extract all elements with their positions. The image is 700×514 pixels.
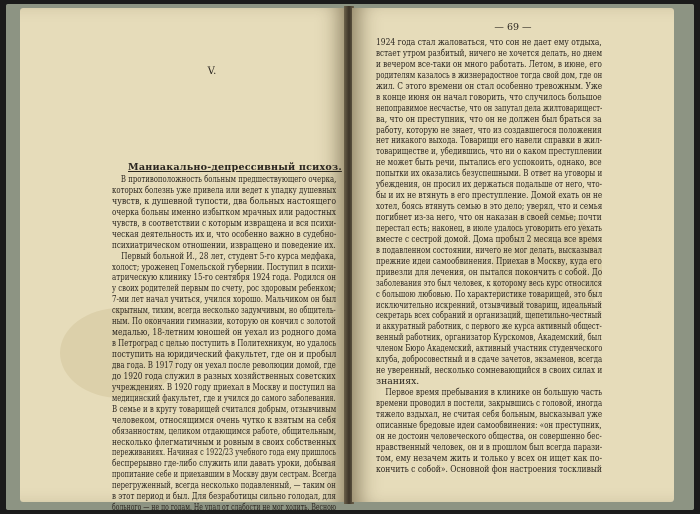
text-line: перестал есть; наконец, в июле удалось уговорить его уехать — [376, 222, 602, 234]
text-line: в этот период и был. Для безработицы сильно голодал, для — [112, 491, 336, 503]
text-line: секретарь всех собраний и организаций, щепетильно-честный — [376, 310, 602, 322]
text-line: нет никакого выхода. Товарищи его навели справки в жил- — [376, 135, 603, 147]
right-page — [352, 8, 674, 502]
text-line: Первый больной И., 28 лет, студент 5-го курса медфака, — [121, 250, 337, 262]
text-line: ва, что он преступник, что он не должен был браться за — [376, 113, 602, 125]
text-line: несколько флегматичным и ровным в своих собственных — [112, 436, 337, 448]
text-line: вместе с сестрой домой. Дома пробыл 2 месяца все время — [376, 233, 603, 245]
text-line: холост; уроженец Гомельской губернии. Поступил в психи- — [112, 261, 336, 273]
text-line: В семье и в кругу товарищей считался добрым, отзывчивым — [112, 403, 337, 415]
text-line: исключительно искренний, отзывчивый товарищ, идеальный — [376, 299, 602, 311]
text-line: которых болезнь уже привела или ведет к упадку душевных — [112, 184, 337, 196]
text-line: до 1920 года служил в разных хозяйственных советских — [112, 370, 336, 382]
text-line: с большою любовью. По характеристике товарищей, это был — [376, 288, 603, 300]
text-line: скрытным, тихим, всегда несколько задумчивым, но общитель- — [112, 305, 336, 317]
text-line: членом Бюро Академский, активный участник студенческого — [376, 343, 603, 355]
text-line: клуба, добросовестный и в сдаче зачетов, экзаменов, всегда — [376, 354, 603, 366]
text-line: времени проводил в постели, закрывшись с головой, иногда — [376, 397, 603, 409]
text-line: медицинский факультет, где и учился до самого заболевания. — [112, 392, 336, 404]
text-line: переживаниях. Начиная с 1922/23 учебного года ему пришлось — [112, 447, 336, 459]
text-line: Первое время пребывания в клинике он большую часть — [385, 387, 603, 398]
page-number: — 69 — — [494, 22, 532, 33]
right-page-body — [376, 38, 602, 476]
section-number: V. — [207, 66, 217, 77]
text-line: хотел, боясь втянуть семью в это дело; уверял, что и семья — [376, 201, 603, 213]
text-line: привезли для лечения, он пытался покончить с собой. До — [376, 266, 603, 278]
text-line: 1924 года стал жаловаться, что сон не дает ему отдыха, — [376, 37, 602, 48]
text-line: медалью, 18-летним юношей он уехал из родного дома — [112, 327, 337, 339]
text-line: два года. В 1917 году он уехал после революции домой, где — [112, 359, 336, 371]
text-line: родителям казалось в жизнерадостное тогда свой дом, где он — [376, 69, 603, 81]
text-line: тяжело вздыхал, не считая себя больным, высказывал уже — [376, 408, 603, 420]
text-line: попытки их оказались безуспешными. В ответ на уговоры и — [376, 168, 603, 180]
text-line: заболевания это был человек, к которому весь курс относился — [376, 277, 602, 289]
text-line: том, ему незачем жить и только у всех он ищет как по- — [376, 452, 603, 464]
text-line: жил. С этого времени он стал особенно тревожным. Уже — [376, 80, 603, 92]
text-line: 7-ми лет начал учиться, учился хорошо. Мальчиком он был — [112, 294, 337, 306]
text-line: встает утром разбитый, ничего не хочется делать, но днем — [376, 47, 603, 59]
text-line: перегруженный, всегда несколько подавленный, — таким он — [112, 480, 336, 492]
text-line: ным. По окончании гимназии, которую он кончил с золотой — [112, 316, 336, 328]
text-line: и вечером все-таки он много работать. Летом, в июне, его — [376, 58, 602, 70]
text-line: бы и их не втянуть в его преступление. Домой ехать он не — [376, 190, 603, 202]
text-line: чувств, в соответствии с которым извращена и вся психи- — [112, 217, 337, 229]
text-line: описанные бредовые идеи самообвинения: «он преступник, — [376, 419, 602, 431]
text-line: знаниях. — [376, 376, 420, 388]
text-line: атрическую клинику 15-го сентября 1924 года. Родился он — [112, 272, 336, 284]
text-line: пропитание себе и приехавшим в Москву двум сестрам. Всегда — [112, 469, 337, 481]
text-line: погибнет из-за него, что он наказан в своей семье; почти — [376, 212, 602, 223]
text-line: не уверенный, несколько сомневающийся в своих силах и — [376, 365, 603, 377]
section-title: Маниакально-депрессивный психоз. — [128, 162, 342, 173]
text-line: чувств, к душевной тупости, два больных настоящего — [112, 195, 337, 207]
text-line: прежние идеи самообвинения. Приехав в Москву, куда его — [376, 255, 602, 267]
left-page — [20, 8, 346, 514]
text-line: В противоположность больным предшествующего очерка, — [120, 174, 337, 185]
text-line: очерка больны именно избытком мрачных или радостных — [112, 206, 337, 218]
text-line: кончить с собой». Основной фон настроения тоскливый — [376, 463, 602, 475]
text-line: человеком, относящимся очень чутко к взятым на себя — [112, 414, 337, 426]
text-line: обязанностям, целиком отдающимся работе, общительным, — [112, 425, 337, 437]
text-line: он не достоин человеческого общества, он совершенно бес- — [376, 430, 602, 442]
left-page-body — [112, 175, 336, 514]
text-line: поступить на юридический факультет, где он и пробыл — [112, 349, 337, 360]
text-line: нравственный человек, он и в прошлом был всегда парази- — [376, 441, 603, 453]
text-line: и аккуратный работник, с первого же курса активный общест- — [376, 321, 602, 333]
text-line: в Петроград с целью поступить в Политехникум, но удалось — [112, 338, 337, 350]
text-line: в конце июня он начал говорить, что случилось большое — [376, 91, 602, 103]
text-line: у своих родителей первым по счету, рос здоровым ребенком; — [112, 283, 337, 295]
text-line: в подавленном состоянии, ничего не мог делать, высказывал — [376, 244, 603, 256]
text-line: учреждениях. В 1920 году приехал в Москву и поступил на — [112, 381, 336, 393]
text-line: работу, которую не знает, что из создавшегося положения — [376, 124, 602, 136]
text-line: непоправимое несчастье, что он запутал дела жилтоварищест- — [376, 102, 603, 114]
text-line: психиатрическом отношении, извращено и поведение их. — [112, 239, 336, 251]
text-line: товариществе и, убедившись, что ни о каком преступлении — [376, 146, 603, 158]
text-line: не может быть речи, пытались его успокоить, однако, все — [376, 157, 602, 169]
text-line: больного — не по годам. Не упал от слабости не мог ходить. Весною — [112, 502, 337, 514]
text-line: венный работник, организатор Курскомов, Академский, был — [376, 332, 602, 344]
text-line: убеждения, он просил их держаться подальше от него, что- — [376, 179, 603, 191]
text-line: беспрерывно где-либо служить или давать уроки, добывая — [112, 458, 336, 470]
text-line: ческая деятельность их и, что особенно важно в судебно- — [112, 228, 337, 240]
